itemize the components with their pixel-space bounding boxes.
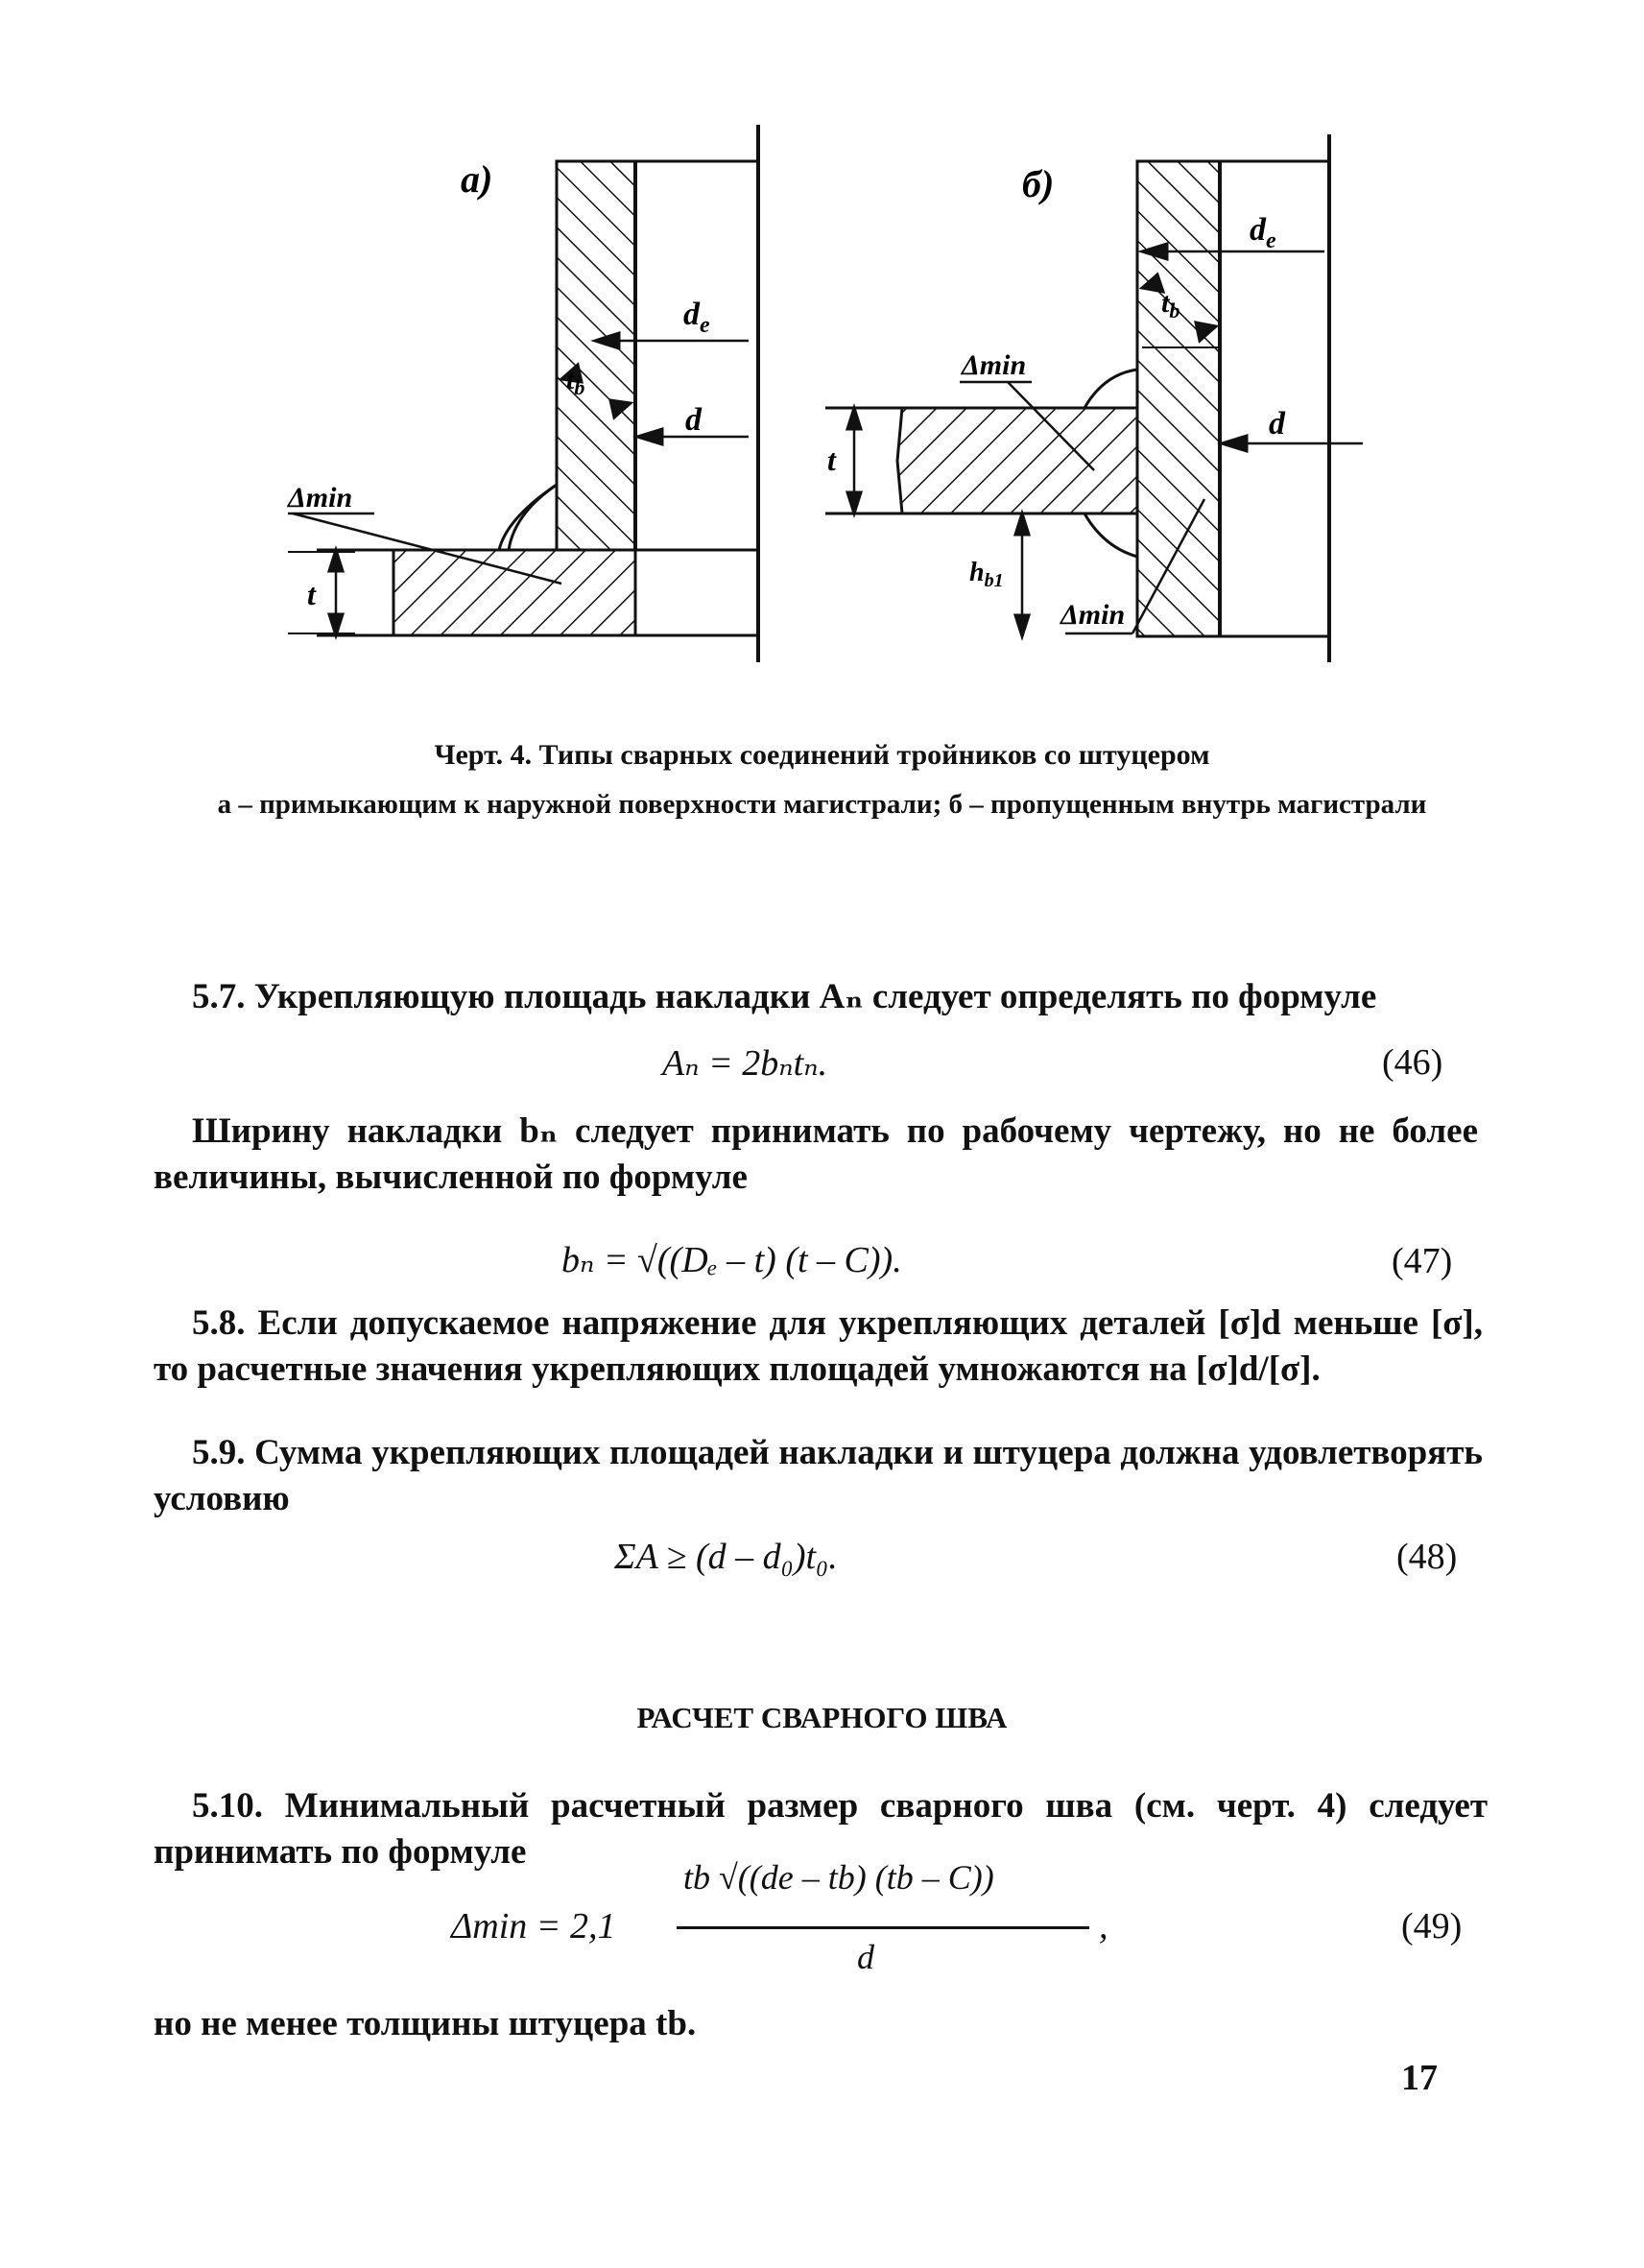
- formula-49-left: Δmin = 2,1: [451, 1906, 616, 1946]
- paragraph-5-10-condition: но не менее толщины штуцера tb.: [154, 2004, 697, 2043]
- label-b-hb1: $h_{b1}$: [969, 558, 1004, 591]
- figure-caption-subtitle: а – примыкающим к наружной поверхности магистрали; б – пропущенным внутрь магистрали: [217, 789, 1427, 820]
- label-a-delta-min: Δmin: [288, 482, 353, 513]
- label-b-delta-min-lower: Δmin: [1060, 599, 1126, 631]
- label-a-tb: $t_b$: [566, 364, 585, 399]
- section-heading-weld-calculation: РАСЧЕТ СВАРНОГО ШВА: [636, 1701, 1008, 1734]
- formula-49-fraction-bar: [677, 1926, 1089, 1929]
- equation-number-47: (47): [1392, 1241, 1453, 1281]
- formula-49-comma: ,: [1099, 1906, 1108, 1946]
- formula-49-denominator: d: [857, 1938, 874, 1976]
- panel-b-label: б): [1022, 162, 1055, 205]
- formula-47: bₙ = √((Dₑ – t) (t – C)).: [561, 1240, 902, 1280]
- equation-number-49: (49): [1401, 1906, 1463, 1946]
- panel-a-drawing: [288, 125, 758, 662]
- label-b-delta-min-upper: Δmin: [962, 349, 1027, 381]
- paragraph-5-10: 5.10. Минимальный расчетный размер сварного шва (см. черт. 4) следует принимать по формуле: [154, 1786, 1488, 1872]
- paragraph-5-7: 5.7. Укрепляющую площадь накладки Aₙ следует определять по формуле: [192, 977, 1377, 1016]
- label-a-de: $d_e$: [683, 297, 710, 338]
- label-a-d: d: [685, 402, 702, 438]
- panel-b-drawing: [825, 134, 1363, 662]
- formula-46: Aₙ = 2bₙtₙ.: [662, 1043, 828, 1084]
- formula-49-numerator: tb √((de – tb) (tb – C)): [683, 1858, 994, 1897]
- label-b-t: t: [827, 442, 836, 477]
- equation-number-46: (46): [1382, 1042, 1443, 1083]
- paragraph-5-8: 5.8. Если допускаемое напряжение для укрепляющих деталей [σ]d меньше [σ], то расчетные значения укрепляющих площадей умножаются на [σ]d/[σ].: [154, 1303, 1483, 1389]
- equation-number-48: (48): [1396, 1537, 1458, 1577]
- label-b-tb: $t_b$: [1161, 287, 1180, 322]
- paragraph-5-9: 5.9. Сумма укрепляющих площадей накладки и штуцера должна удовлетворять условию: [154, 1433, 1483, 1518]
- page-number: 17: [1401, 2058, 1438, 2098]
- panel-a-label: а): [461, 157, 493, 201]
- label-a-t: t: [307, 577, 316, 611]
- paragraph-5-7-width: Ширину накладки bₙ следует принимать по рабочему чертежу, но не более величины, вычисленной по формуле: [154, 1111, 1478, 1197]
- figure-caption-title: Черт. 4. Типы сварных соединений тройников со штуцером: [434, 739, 1210, 771]
- label-b-de: $d_e$: [1250, 212, 1276, 253]
- figure-chert-4: [0, 0, 1644, 710]
- formula-48: ΣA ≥ (d – d₀)t₀.: [614, 1537, 838, 1577]
- label-b-d: d: [1269, 406, 1285, 442]
